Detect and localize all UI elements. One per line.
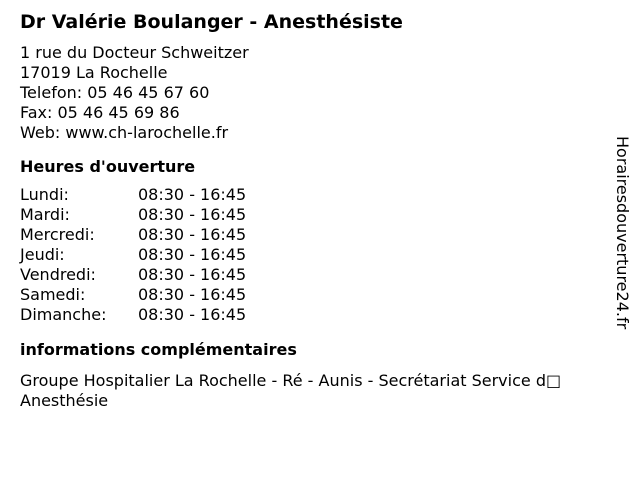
time-range: 08:30 - 16:45 (138, 305, 247, 324)
time-range: 08:30 - 16:45 (138, 205, 247, 224)
opening-hours-heading: Heures d'ouverture (20, 157, 196, 176)
time-range: 08:30 - 16:45 (138, 285, 247, 304)
fax-number: Fax: 05 46 45 69 86 (20, 103, 180, 122)
day-label: Lundi: (20, 185, 69, 204)
hours-row-mardi (20, 205, 610, 225)
hours-row-jeudi (20, 245, 610, 265)
time-range: 08:30 - 16:45 (138, 265, 247, 284)
additional-info-heading: informations complémentaires (20, 340, 297, 359)
page-title: Dr Valérie Boulanger - Anesthésiste (20, 11, 403, 33)
day-label: Mercredi: (20, 225, 95, 244)
website: Web: www.ch-larochelle.fr (20, 123, 229, 142)
address-block (20, 43, 610, 143)
hours-row-mercredi (20, 225, 610, 245)
phone-number: Telefon: 05 46 45 67 60 (20, 83, 210, 102)
opening-hours-table (20, 185, 610, 325)
day-label: Dimanche: (20, 305, 107, 324)
hours-row-samedi (20, 285, 610, 305)
additional-info-text: Groupe Hospitalier La Rochelle - Ré - Aunis - Secrétariat Service d□ Anesthésie (20, 371, 562, 410)
city: 17019 La Rochelle (20, 63, 168, 82)
day-label: Vendredi: (20, 265, 96, 284)
day-label: Mardi: (20, 205, 70, 224)
hours-row-lundi (20, 185, 610, 205)
time-range: 08:30 - 16:45 (138, 245, 247, 264)
watermark-label: Horairesdouverture24.fr (613, 136, 632, 330)
street-address: 1 rue du Docteur Schweitzer (20, 43, 249, 62)
hours-row-dimanche (20, 305, 610, 325)
time-range: 08:30 - 16:45 (138, 185, 247, 204)
time-range: 08:30 - 16:45 (138, 225, 247, 244)
hours-row-vendredi (20, 265, 610, 285)
day-label: Samedi: (20, 285, 86, 304)
day-label: Jeudi: (20, 245, 65, 264)
business-card (20, 9, 610, 411)
